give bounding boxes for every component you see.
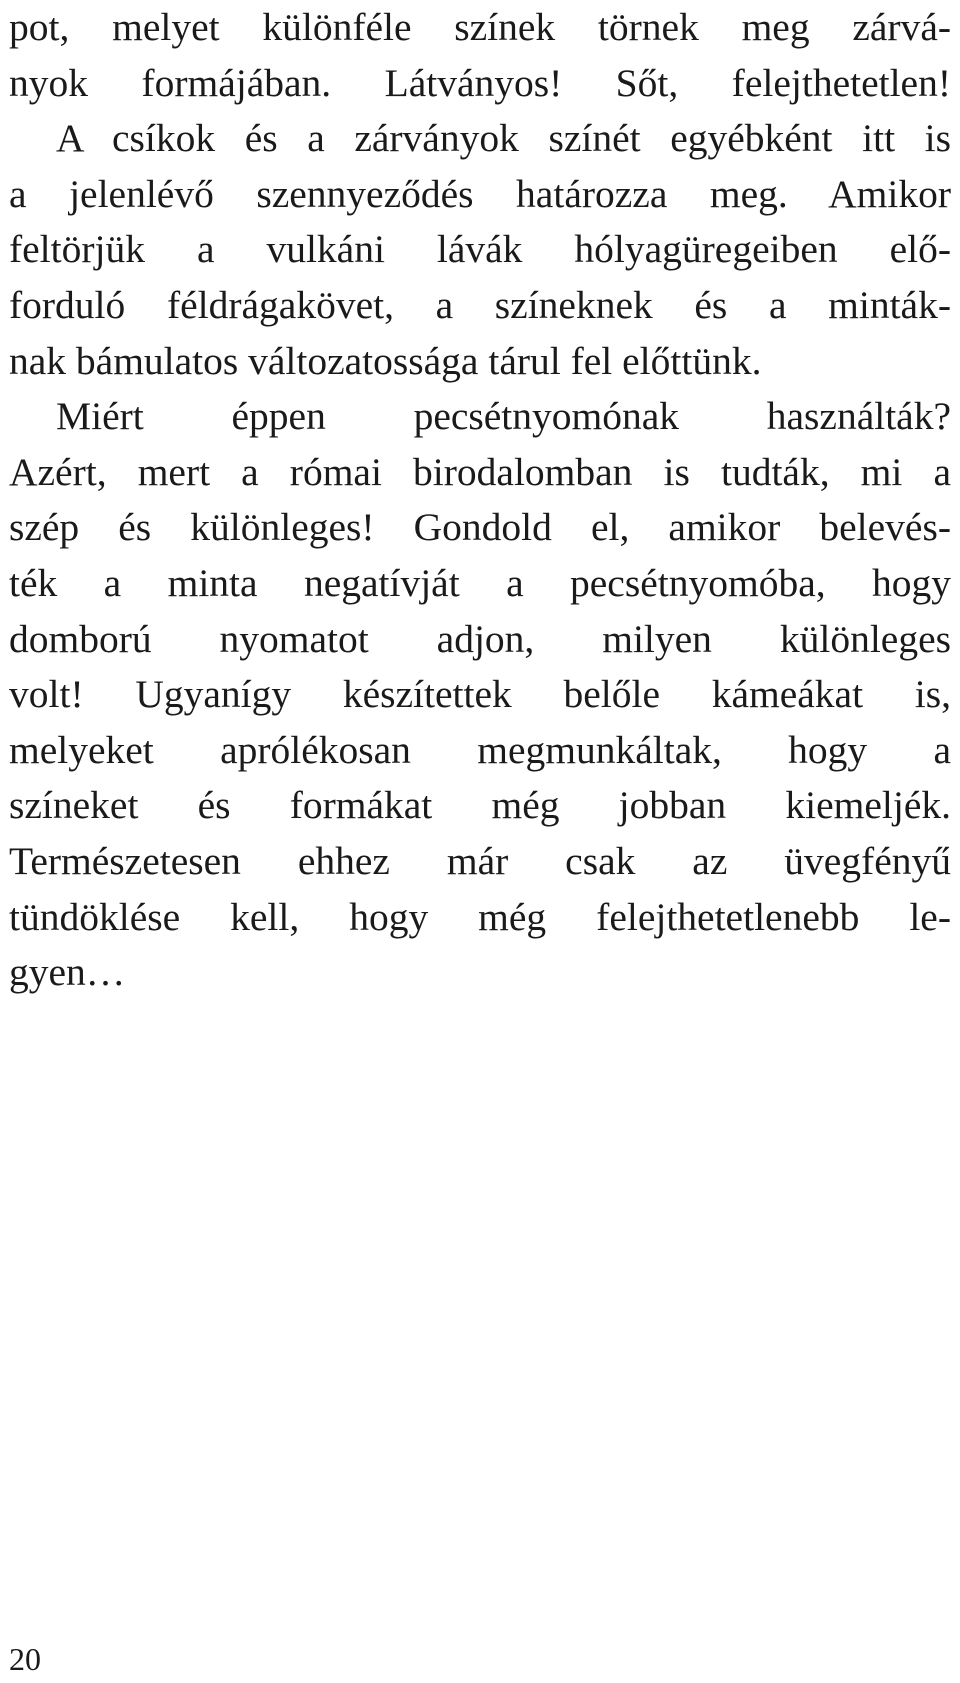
text-line: Azért, mert a római birodalomban is tudták, mi a <box>9 449 951 494</box>
text-line: tündöklése kell, hogy még felejthetetlenebb le- <box>9 894 951 939</box>
text-line: A csíkok és a zárványok színét egyébként itt is <box>56 116 951 161</box>
text-line: színeket és formákat még jobban kiemeljék. <box>9 783 951 828</box>
text-line: pot, melyet különféle színek törnek meg zárvá- <box>9 5 951 49</box>
text-line: Miért éppen pecsétnyomónak használták? <box>56 394 951 439</box>
text-line: ték a minta negatívját a pecsétnyomóba, hogy <box>9 560 951 605</box>
text-line: forduló féldrágakövet, a színeknek és a minták- <box>9 282 951 327</box>
text-line: gyen… <box>9 950 126 995</box>
text-line: domború nyomatot adjon, milyen különleges <box>9 616 951 661</box>
text-line: volt! Ugyanígy készítettek belőle kámeákat is, <box>9 672 951 717</box>
body-text <box>9 0 951 1001</box>
text-line: a jelenlévő szennyeződés határozza meg. Amikor <box>9 171 951 216</box>
text-line: melyeket aprólékosan megmunkáltak, hogy a <box>9 727 951 772</box>
page-number: 20 <box>9 1641 41 1677</box>
text-line: szép és különleges! Gondold el, amikor belevés- <box>9 505 951 550</box>
text-line: nyok formájában. Látványos! Sőt, felejthetetlen! <box>9 60 951 105</box>
text-line: feltörjük a vulkáni lávák hólyagüregeiben elő- <box>9 227 951 272</box>
text-line: Természetesen ehhez már csak az üvegfényű <box>9 838 951 883</box>
text-line: nak bámulatos változatossága tárul fel előttünk. <box>9 338 762 383</box>
